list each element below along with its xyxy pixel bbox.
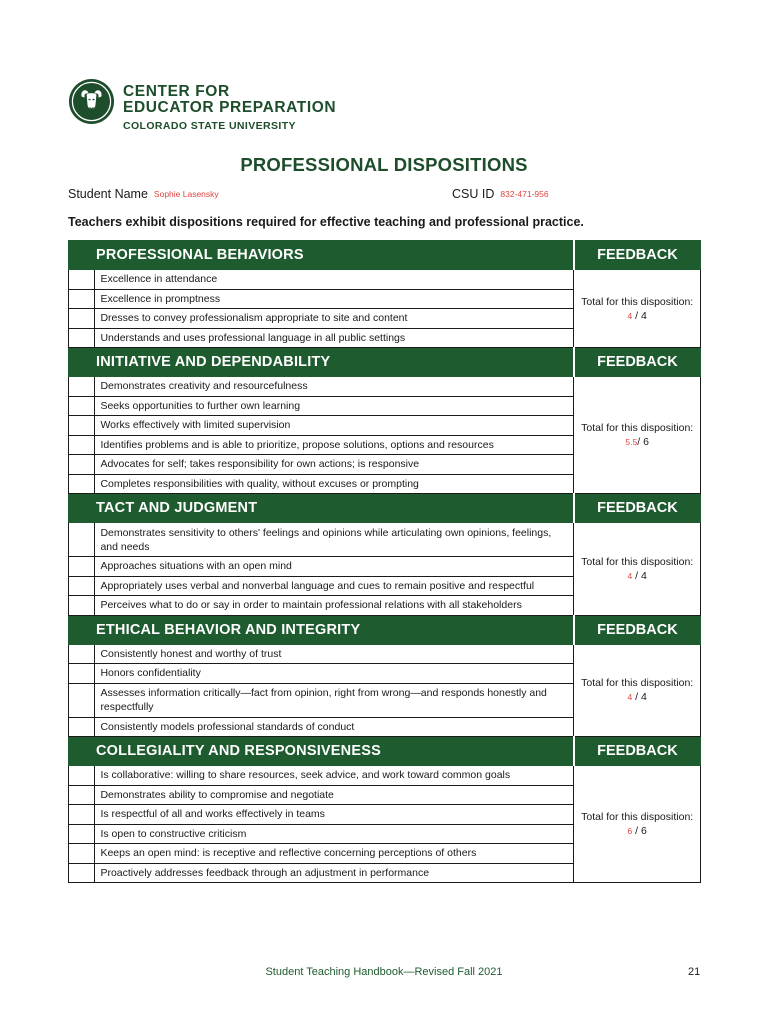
rating-cell[interactable] <box>69 289 95 309</box>
feedback-cell <box>574 766 701 883</box>
score-value: 4 <box>627 570 633 581</box>
total-score <box>574 309 700 323</box>
section-header <box>69 737 701 766</box>
total-label: Total for this disposition: <box>581 677 694 690</box>
disposition-item: Completes responsibilities with quality, without excuses or prompting <box>95 474 574 494</box>
rating-cell[interactable] <box>69 396 95 416</box>
disposition-item: Keeps an open mind: is receptive and reflective concerning perceptions of others <box>95 844 574 864</box>
feedback-cell <box>574 644 701 737</box>
rating-cell[interactable] <box>69 664 95 684</box>
disposition-item: Is open to constructive criticism <box>95 824 574 844</box>
disposition-item: Is respectful of all and works effectively in teams <box>95 805 574 825</box>
section-header <box>69 348 701 377</box>
rating-cell[interactable] <box>69 309 95 329</box>
score-max: / 6 <box>632 825 647 837</box>
intro-text: Teachers exhibit dispositions required for effective teaching and professional practice. <box>68 215 584 229</box>
disposition-item: Proactively addresses feedback through an adjustment in performance <box>95 863 574 883</box>
section-title: ETHICAL BEHAVIOR AND INTEGRITY <box>69 615 574 644</box>
rating-cell[interactable] <box>69 596 95 616</box>
rating-cell[interactable] <box>69 644 95 664</box>
total-label: Total for this disposition: <box>581 811 694 823</box>
score-value: 4 <box>627 692 633 703</box>
total-score <box>574 824 700 838</box>
table-row <box>69 644 701 664</box>
footer-text: Student Teaching Handbook—Revised Fall 2021 <box>265 966 503 978</box>
disposition-item: Advocates for self; takes responsibility for own actions; is responsive <box>95 455 574 475</box>
total-score <box>574 435 700 449</box>
page-number: 21 <box>688 966 701 978</box>
rating-cell[interactable] <box>69 824 95 844</box>
rating-cell[interactable] <box>69 416 95 436</box>
csu-id-field <box>452 187 549 201</box>
total-label: Total for this disposition: <box>581 295 694 308</box>
disposition-item: Understands and uses professional language in all public settings <box>95 328 574 348</box>
disposition-item: Assesses information critically—fact from opinion, right from wrong—and responds honestly and respectfully <box>95 683 574 717</box>
rating-cell[interactable] <box>69 844 95 864</box>
table-row <box>69 270 701 290</box>
disposition-item: Excellence in promptness <box>95 289 574 309</box>
rating-cell[interactable] <box>69 717 95 737</box>
rating-cell[interactable] <box>69 766 95 786</box>
disposition-item: Demonstrates sensitivity to others' feelings and opinions while articulating own opinions, feelings, and needs <box>95 523 574 557</box>
disposition-item: Is collaborative: willing to share resources, seek advice, and work toward common goals <box>95 766 574 786</box>
rating-cell[interactable] <box>69 805 95 825</box>
feedback-header: FEEDBACK <box>574 615 701 644</box>
student-name-field <box>68 187 219 201</box>
feedback-header: FEEDBACK <box>574 348 701 377</box>
rating-cell[interactable] <box>69 435 95 455</box>
disposition-item: Dresses to convey professionalism appropriate to site and content <box>95 309 574 329</box>
disposition-item: Consistently models professional standards of conduct <box>95 717 574 737</box>
rating-cell[interactable] <box>69 270 95 290</box>
disposition-item: Identifies problems and is able to prioritize, propose solutions, options and resources <box>95 435 574 455</box>
csu-id-value: 832-471-956 <box>500 189 549 199</box>
rating-cell[interactable] <box>69 576 95 596</box>
score-value: 6 <box>627 826 633 836</box>
rating-cell[interactable] <box>69 785 95 805</box>
total-score <box>574 569 700 583</box>
section-title: COLLEGIALITY AND RESPONSIVENESS <box>69 737 574 766</box>
section-header <box>69 494 701 523</box>
rating-cell[interactable] <box>69 328 95 348</box>
section-header <box>69 241 701 270</box>
table-row <box>69 377 701 397</box>
student-name-label: Student Name <box>68 187 148 201</box>
score-max: / 4 <box>632 569 647 582</box>
disposition-item: Honors confidentiality <box>95 664 574 684</box>
total-label: Total for this disposition: <box>581 555 694 568</box>
rating-cell[interactable] <box>69 523 95 557</box>
disposition-item: Appropriately uses verbal and nonverbal language and cues to remain positive and respectful <box>95 576 574 596</box>
score-max: / 6 <box>637 436 649 448</box>
disposition-item: Consistently honest and worthy of trust <box>95 644 574 664</box>
feedback-header: FEEDBACK <box>574 737 701 766</box>
score-max: / 4 <box>632 309 647 322</box>
total-score <box>574 690 700 704</box>
disposition-item: Works effectively with limited supervision <box>95 416 574 436</box>
score-value: 4 <box>627 310 633 321</box>
rating-cell[interactable] <box>69 557 95 577</box>
dispositions-table <box>68 240 701 883</box>
csu-id-label: CSU ID <box>452 187 495 201</box>
logo-line-3: COLORADO STATE UNIVERSITY <box>123 120 296 132</box>
rating-cell[interactable] <box>69 455 95 475</box>
disposition-item: Demonstrates creativity and resourcefulness <box>95 377 574 397</box>
section-title: PROFESSIONAL BEHAVIORS <box>69 241 574 270</box>
page-title: PROFESSIONAL DISPOSITIONS <box>240 154 528 175</box>
total-label: Total for this disposition: <box>581 422 694 434</box>
feedback-cell <box>574 270 701 348</box>
logo-line-1: CENTER FOR <box>123 83 230 100</box>
disposition-item: Demonstrates ability to compromise and negotiate <box>95 785 574 805</box>
logo-line-2: EDUCATOR PREPARATION <box>123 99 337 116</box>
score-value: 5.5 <box>625 437 638 447</box>
disposition-item: Perceives what to do or say in order to maintain professional relations with all stakeholders <box>95 596 574 616</box>
logo-text <box>123 84 336 132</box>
rating-cell[interactable] <box>69 474 95 494</box>
feedback-cell <box>574 523 701 616</box>
feedback-header: FEEDBACK <box>574 494 701 523</box>
disposition-item: Approaches situations with an open mind <box>95 557 574 577</box>
feedback-cell <box>574 377 701 494</box>
table-row <box>69 523 701 557</box>
table-row <box>69 766 701 786</box>
rating-cell[interactable] <box>69 683 95 717</box>
disposition-item: Excellence in attendance <box>95 270 574 290</box>
disposition-item: Seeks opportunities to further own learning <box>95 396 574 416</box>
section-header <box>69 615 701 644</box>
section-title: INITIATIVE AND DEPENDABILITY <box>69 348 574 377</box>
section-title: TACT AND JUDGMENT <box>69 494 574 523</box>
score-max: / 4 <box>632 691 647 704</box>
feedback-header: FEEDBACK <box>574 241 701 270</box>
student-name-value: Sophie Lasensky <box>153 189 219 199</box>
cep-logo <box>68 78 336 132</box>
rating-cell[interactable] <box>69 377 95 397</box>
rating-cell[interactable] <box>69 863 95 883</box>
ram-seal-icon <box>68 78 115 125</box>
